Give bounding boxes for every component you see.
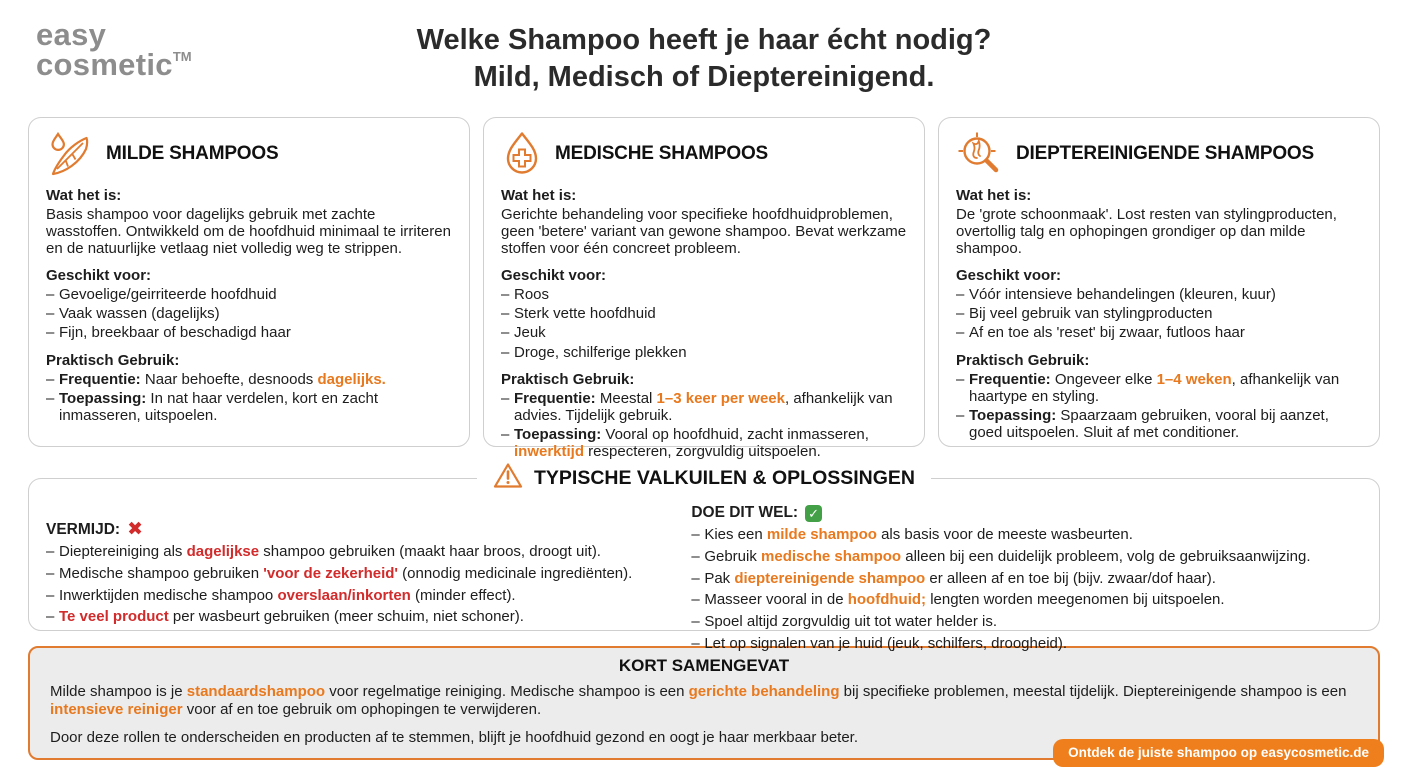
avoid-list — [46, 543, 691, 626]
list-item: – Masseer vooral in de hoofdhuid; lengten worden meegenomen bij uitspoelen. — [691, 591, 1363, 608]
page-title-line1: Welke Shampoo heeft je haar écht nodig? — [416, 24, 992, 56]
suited-list — [956, 286, 1362, 341]
summary-paragraph-1: Milde shampoo is je standaardshampoo voor regelmatige reiniging. Medische shampoo is een gerichte behandeling bij specifieke problemen, meestal tijdelijk. Dieptereinigende shampoo is een intensieve reiniger voor af en toe gebruik om ophopingen te verwijderen. — [50, 683, 1347, 718]
list-item: – Af en toe als 'reset' bij zwaar, futloos haar — [956, 324, 1362, 341]
avoid-column — [46, 504, 691, 657]
card-header — [956, 131, 1362, 177]
follicle-magnifier-icon — [956, 131, 1004, 177]
list-item: – Toepassing: Vooral op hoofdhuid, zacht inmasseren, inwerktijd respecteren, zorgvuldig uitspoelen. — [501, 426, 907, 460]
suited-label: Geschikt voor: — [501, 267, 607, 285]
list-item: – Inwerktijden medische shampoo overslaan/inkorten (minder effect). — [46, 587, 691, 604]
list-item: – Vaak wassen (dagelijks) — [46, 305, 452, 322]
list-item: – Roos — [501, 286, 907, 303]
logo-line2: cosmetic™ — [36, 47, 192, 83]
list-item: – Pak dieptereinigende shampoo er alleen af en toe bij (bijv. zwaar/dof haar). — [691, 570, 1363, 587]
green-check-icon: ✓ — [805, 505, 822, 522]
page-title-line2: Mild, Medisch of Dieptereinigend. — [473, 61, 935, 94]
list-item: – Toepassing: In nat haar verdelen, kort en zacht inmasseren, uitspoelen. — [46, 390, 452, 424]
cta-button[interactable]: Ontdek de juiste shampoo op easycosmetic.de — [1053, 739, 1384, 767]
practical-label: Praktisch Gebruik: — [956, 351, 1090, 369]
suited-list — [46, 286, 452, 341]
warning-triangle-icon — [493, 462, 523, 495]
list-item: – Frequentie: Meestal 1–3 keer per week, afhankelijk van advies. Tijdelijk gebruik. — [501, 390, 907, 424]
do-label: DOE DIT WEL: ✓ — [691, 504, 1363, 522]
shampoo-cards-row — [28, 117, 1380, 460]
card-milde-shampoos — [28, 117, 470, 447]
suited-label: Geschikt voor: — [956, 267, 1062, 285]
list-item: – Jeuk — [501, 324, 907, 341]
list-item: – Te veel product per wasbeurt gebruiken (meer schuim, niet schoner). — [46, 608, 691, 625]
card-title: MILDE SHAMPOOS — [106, 143, 279, 164]
list-item: – Frequentie: Ongeveer elke 1–4 weken, afhankelijk van haartype en styling. — [956, 371, 1362, 405]
card-title: DIEPTEREINIGENDE SHAMPOOS — [1016, 143, 1314, 164]
list-item: – Gevoelige/geirriteerde hoofdhuid — [46, 286, 452, 303]
list-item: – Dieptereiniging als dagelijkse shampoo gebruiken (maakt haar broos, droogt uit). — [46, 543, 691, 560]
suited-list — [501, 286, 907, 360]
practical-label: Praktisch Gebruik: — [501, 370, 635, 388]
summary-paragraph-2: Door deze rollen te onderscheiden en producten af te stemmen, blijft je hoofdhuid gezond en oogt je haar merkbaar beter. — [50, 729, 859, 747]
list-item: – Spoel altijd zorgvuldig uit tot water helder is. — [691, 613, 1363, 630]
page-header — [0, 0, 1408, 104]
do-column — [691, 504, 1363, 657]
summary-title: KORT SAMENGEVAT — [618, 656, 790, 675]
list-item: – Toepassing: Spaarzaam gebruiken, vooral bij aanzet, goed uitspoelen. Sluit af met conditioner. — [956, 407, 1362, 441]
card-title: MEDISCHE SHAMPOOS — [555, 143, 769, 164]
practical-list — [501, 390, 907, 460]
feather-drop-icon — [46, 131, 94, 177]
what-text: Gerichte behandeling voor specifieke hoofdhuidproblemen, geen 'betere' variant van gewone shampoo. Bevat werkzame stoffen voor één concreet probleem. — [501, 206, 907, 258]
trademark-symbol: TM — [172, 49, 192, 65]
what-text: Basis shampoo voor dagelijks gebruik met zachte wasstoffen. Ontwikkeld om de hoofdhuid minimaal te irriteren en de natuurlijke vetlaag niet volledig weg te strippen. — [46, 206, 451, 258]
medical-drop-icon — [501, 131, 543, 177]
list-item: – Kies een milde shampoo als basis voor de meeste wasbeurten. — [691, 526, 1363, 543]
list-item: – Sterk vette hoofdhuid — [501, 305, 907, 322]
pitfalls-header — [477, 462, 931, 495]
what-text: De 'grote schoonmaak'. Lost resten van stylingproducten, overtollig talg en ophopingen grondiger op dan milde shampoo. — [956, 206, 1337, 258]
pitfalls-columns — [29, 479, 1379, 657]
logo-line1: easy — [36, 17, 107, 52]
what-label: Wat het is: — [46, 187, 122, 204]
practical-list — [46, 371, 452, 424]
avoid-label: VERMIJD: ✖ — [46, 519, 143, 540]
card-medische-shampoos — [483, 117, 925, 460]
page-title — [0, 17, 1408, 96]
practical-label: Praktisch Gebruik: — [46, 351, 180, 369]
suited-label: Geschikt voor: — [46, 267, 152, 285]
what-label: Wat het is: — [956, 187, 1032, 204]
pitfalls-section — [28, 467, 1380, 652]
red-x-icon: ✖ — [127, 519, 143, 540]
card-header — [501, 131, 907, 177]
pitfalls-title-text: TYPISCHE VALKUILEN & OPLOSSINGEN — [533, 467, 916, 489]
practical-list — [956, 371, 1362, 441]
list-item: – Droge, schilferige plekken — [501, 344, 907, 361]
list-item: – Vóór intensieve behandelingen (kleuren, kuur) — [956, 286, 1362, 303]
list-item: – Frequentie: Naar behoefte, desnoods dagelijks. — [46, 371, 452, 388]
list-item: – Bij veel gebruik van stylingproducten — [956, 305, 1362, 322]
list-item: – Fijn, breekbaar of beschadigd haar — [46, 324, 452, 341]
card-header — [46, 131, 452, 177]
list-item: – Gebruik medische shampoo alleen bij een duidelijk probleem, volg de gebruiksaanwijzing. — [691, 548, 1363, 565]
list-item: – Let op signalen van je huid (jeuk, schilfers, droogheid). — [691, 635, 1363, 652]
card-diepterreinigende-shampoos — [938, 117, 1380, 447]
list-item: – Medische shampoo gebruiken 'voor de zekerheid' (onnodig medicinale ingrediënten). — [46, 565, 691, 582]
what-label: Wat het is: — [501, 187, 577, 204]
do-list — [691, 526, 1363, 652]
